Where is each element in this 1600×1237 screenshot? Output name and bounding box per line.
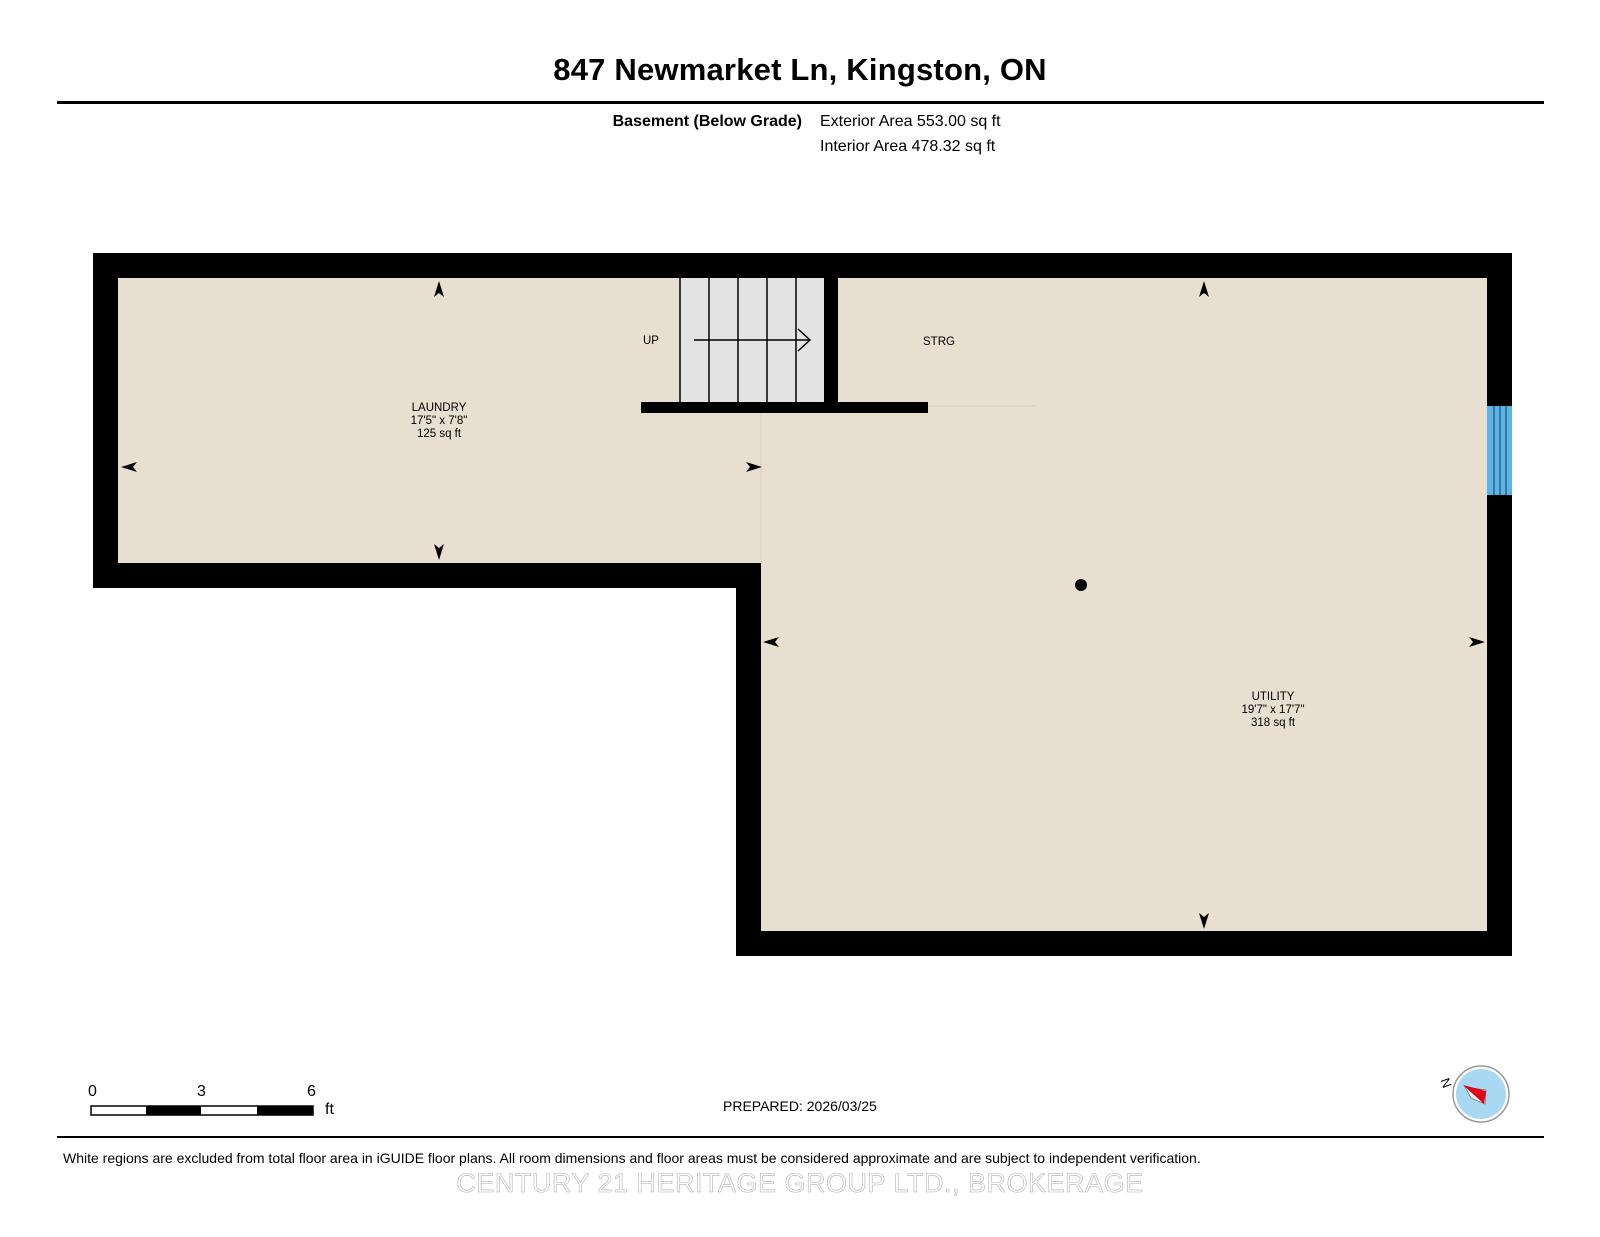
level-label: Basement (Below Grade)	[612, 113, 802, 130]
laundry-area: 125 sq ft	[416, 428, 462, 440]
interior-area: Interior Area 478.32 sq ft	[820, 138, 996, 155]
brokerage-watermark: CENTURY 21 HERITAGE GROUP LTD., BROKERAGE	[456, 1168, 1144, 1198]
stair-wall	[824, 278, 838, 402]
scale-tick-3: 3	[197, 1083, 206, 1100]
compass	[1453, 1066, 1509, 1122]
utility-area: 318 sq ft	[1250, 717, 1296, 729]
floor-drain	[1075, 579, 1087, 591]
laundry-name: LAUNDRY	[411, 402, 467, 414]
storage-label: STRG	[923, 336, 955, 348]
stairs-label: UP	[643, 335, 659, 347]
window	[1487, 406, 1512, 495]
page-title: 847 Newmarket Ln, Kingston, ON	[553, 52, 1047, 87]
exterior-area: Exterior Area 553.00 sq ft	[820, 113, 1001, 130]
disclaimer: White regions are excluded from total floor area in iGUIDE floor plans. All room dimensions and floor areas must be considered approximate and are subject to independent verification.	[63, 1150, 1201, 1166]
prepared-date: PREPARED: 2026/03/25	[723, 1098, 877, 1114]
scale-unit: ft	[325, 1101, 334, 1118]
stair-landing-wall	[641, 402, 928, 413]
scale-tick-0: 0	[88, 1083, 97, 1100]
utility-dimensions: 19'7" x 17'7"	[1241, 704, 1305, 716]
footer-rule	[57, 1136, 1544, 1138]
utility-name: UTILITY	[1251, 691, 1295, 703]
scale-bar	[91, 1106, 313, 1115]
compass-north-label: N	[1437, 1075, 1455, 1090]
laundry-dimensions: 17'5" x 7'8"	[410, 415, 468, 427]
scale-tick-6: 6	[307, 1083, 316, 1100]
